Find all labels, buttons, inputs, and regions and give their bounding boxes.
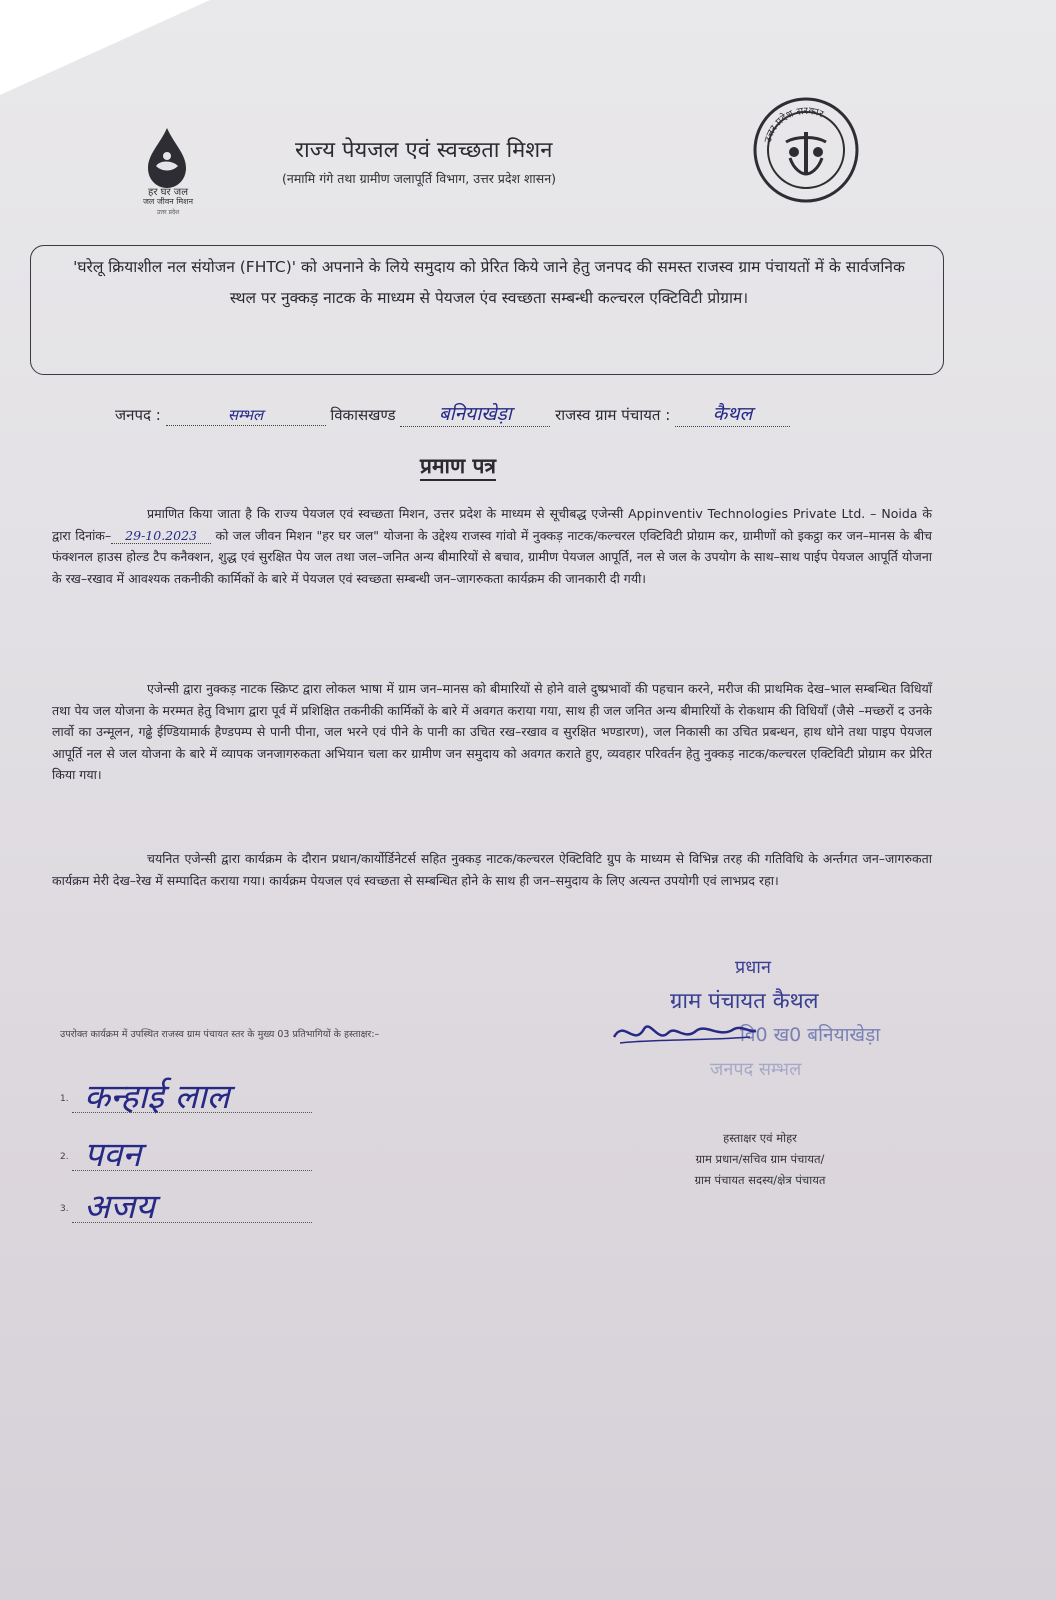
attestation-block	[640, 1128, 880, 1191]
paragraph-1-part-a: प्रमाणित किया जाता है कि राज्य पेयजल एवं स्वच्छता मिशन, उत्तर प्रदेश के माध्यम से सूचीबद्ध एजेन्सी Appinventiv Technologies Private Ltd. – Noida के द्वारा दिनांक–	[52, 506, 932, 543]
participant-signature: पवन	[84, 1135, 142, 1175]
logo-line-2: जल जीवन मिशन	[142, 197, 194, 206]
attest-line-3: ग्राम पंचायत सदस्य/क्षेत्र पंचायत	[694, 1173, 826, 1187]
mission-title: राज्य पेयजल एवं स्वच्छता मिशन	[295, 138, 553, 163]
certificate-paragraph-3	[52, 848, 932, 891]
attest-line-2: ग्राम प्रधान/सचिव ग्राम पंचायत/	[695, 1152, 825, 1166]
paragraph-3-text: चयनित एजेन्सी द्वारा कार्यक्रम के दौरान प्रधान/कार्योर्डिनेटर्स सहित नुक्कड़ नाटक/कल्चरल ऐक्टिविटि ग्रुप के माध्यम से विभिन्न तरह की गतिविधि के अर्न्तगत जन–जागरुकता कार्यक्रम मेरी देख–रेख में सम्पादित कराया गया। कार्यक्रम पेयजल एवं स्वच्छता से सम्बन्धित होने के साथ ही जन–समुदाय के लिए अत्यन्त उपयोगी एवं लाभप्रद रहा।	[52, 851, 932, 888]
panchayat-value: कैथल	[712, 403, 753, 425]
district-field	[166, 405, 326, 426]
participant-signature: कन्हाई लाल	[84, 1077, 230, 1117]
block-value: बनियाखेड़ा	[438, 403, 512, 425]
certificate-title: प्रमाण पत्र	[420, 454, 496, 478]
program-date: 29-10.2023	[111, 528, 211, 544]
pradhan-stamp	[610, 955, 910, 1080]
participant-row	[60, 1072, 320, 1118]
block-field	[400, 400, 550, 427]
paper-corner	[0, 0, 210, 95]
paragraph-1-part-b: को जल जीवन मिशन "हर घर जल" योजना के उद्देश्य राजस्व गांवो में नुक्कड़ नाटक/कल्चरल एक्टिविटी प्रोग्राम कर, ग्रामीणों को इकट्ठा कर जन–मानस के बीच फंक्शनल हाउस होल्ड टैप कनैक्शन, शुद्ध एवं सुरक्षित पेय जल तथा जल–जनित अन्य बीमारियों से बचाव, ग्रामीण पेयजल आपूर्ति, नल से जल के उपयोग के साथ–साथ पाईप पेयजल आपूर्ति योजना के रख–रखाव में आवश्यक तकनीकी कार्मिकों के बारे में पेयजल एवं स्वच्छता सम्बन्धी जन–जागरुकता कार्यक्रम की जानकारी दी गयी।	[52, 527, 932, 586]
block-label: विकासखण्ड	[330, 406, 396, 424]
participant-row	[60, 1182, 320, 1228]
logo-line-3: उत्तर प्रदेश	[156, 209, 180, 216]
paragraph-2-text: एजेन्सी द्वारा नुक्कड़ नाटक स्क्रिप्ट द्वारा लोकल भाषा में ग्राम जन–मानस को बीमारियों से होने वाले दुष्प्रभावों की पहचान करने, मरीज की प्राथमिक देख–भाल सम्बन्धित विधियाँ तथा पेय जल योजना के मरम्मत हेतु विभाग द्वारा पूर्व में प्रशिक्षित तकनीकी कार्मिकों के बारे में अवगत कराया गया, साथ ही जल जनित अन्य बीमारियों के रोकथाम की विधियाँ (जैसे –मच्छरों द उनके लार्वो का उन्मूलन, गढ्ढे ईण्डियामार्क हैण्डपम्प से पानी पीना, जल भरने एवं पीने के पानी का उचित रख–रखाव व सुरक्षित भण्डारण), जल निकासी का उचित प्रबन्धन, हाथ धोने तथा पाइप पेयजल आपूर्ति नल से जल योजना के बारे में व्यापक जनजागरुकता अभियान चला कर ग्रामीण जन समुदाय को अवगत कराते हुए, व्यवहार परिवर्तन हेतु नुक्कड़ नाटक/कल्चरल एक्टिविटी प्रोग्राम कर प्रेरित किया गया।	[52, 681, 932, 782]
program-banner-text: 'घरेलू क्रियाशील नल संयोजन (FHTC)' को अपनाने के लिये समुदाय को प्रेरित किये जाने हेतु जनपद की समस्त राजस्व ग्राम पंचायतों में के सार्वजनिक स्थल पर नुक्कड़ नाटक के माध्यम से पेयजल एंव स्वच्छता सम्बन्धी कल्चरल एक्टिविटी प्रोग्राम।	[73, 258, 905, 307]
mission-subtitle: (नमामि गंगे तथा ग्रामीण जलापूर्ति विभाग, उत्तर प्रदेश शासन)	[282, 171, 557, 186]
program-banner	[30, 245, 944, 375]
certificate-paragraph-1	[52, 503, 932, 589]
certificate-paragraph-2	[52, 678, 932, 786]
stamp-line-1: प्रधान	[735, 957, 771, 978]
location-fields	[115, 400, 790, 427]
panchayat-label: राजस्व ग्राम पंचायत :	[555, 406, 671, 424]
participant-row	[60, 1130, 320, 1176]
attest-line-1: हस्ताक्षर एवं मोहर	[723, 1131, 797, 1145]
paragraph-1-text	[52, 503, 932, 589]
logo-line-1: हर घर जल	[148, 187, 188, 198]
district-label: जनपद :	[115, 406, 161, 424]
district-value: सम्भल	[227, 406, 264, 424]
stamp-line-2: ग्राम पंचायत कैथल	[670, 989, 819, 1014]
stamp-line-3: वि0 ख0 बनियाखेड़ा	[740, 1024, 881, 1046]
water-drop-icon	[142, 126, 192, 190]
up-government-seal-icon	[752, 96, 860, 204]
participant-signature: अजय	[84, 1187, 155, 1227]
participant-number: 1.	[60, 1094, 69, 1104]
participant-number: 2.	[60, 1152, 69, 1162]
panchayat-field	[675, 400, 790, 427]
participant-number: 3.	[60, 1204, 69, 1214]
pradhan-signature-icon	[610, 1013, 760, 1053]
participants-label: उपरोक्त कार्यक्रम में उपस्थित राजस्व ग्राम पंचायत स्तर के मुख्य 03 प्रतिभागियों के हस्ताक्षर:–	[60, 1029, 380, 1040]
stamp-line-4: जनपद सम्भल	[710, 1059, 802, 1080]
seal-text: उत्तर प्रदेश सरकार	[762, 105, 825, 145]
jal-jeevan-mission-logo	[120, 122, 220, 222]
